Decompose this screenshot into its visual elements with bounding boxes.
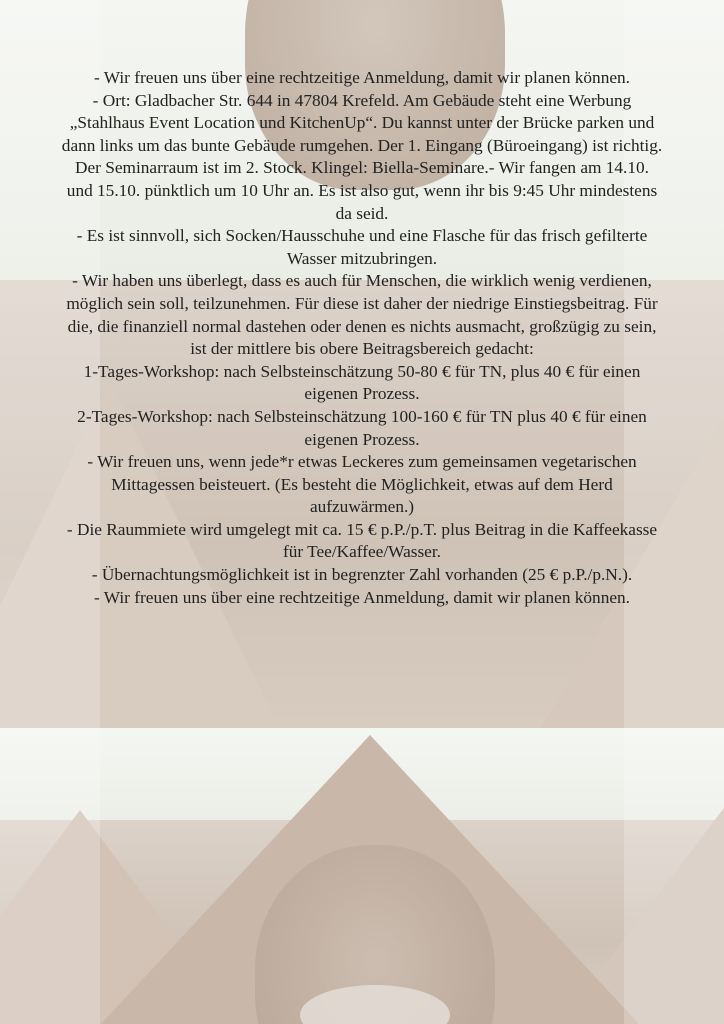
paragraph-accommodation: - Übernachtungsmöglichkeit ist in begrenzter Zahl vorhanden (25 € p.P./p.N.). xyxy=(91,565,633,585)
paragraph-one-day-workshop: 1-Tages-Workshop: nach Selbsteinschätzung 50-80 € für TN, plus 40 € für einen eigenen Prozess. xyxy=(83,361,641,404)
paragraph-lunch: - Wir freuen uns, wenn jede*r etwas Leckeres zum gemeinsamen vegetarischen Mittagessen beisteuert. (Es besteht die Möglichkeit, etwas auf dem Herd aufzuwärmen.) xyxy=(87,452,637,517)
paragraph-pricing-intro: - Wir haben uns überlegt, dass es auch für Menschen, die wirklich wenig verdienen, möglich sein soll, teilzunehmen. Für diese ist daher der niedrige Einstiegsbeitrag. Für die, die finanziell normal dastehen oder denen es nichts ausmacht, großzügig zu sein, ist der mittlere bis obere Beitragsbereich gedacht: xyxy=(66,271,658,359)
info-text-block xyxy=(60,67,664,609)
paragraph-registration-repeat: - Wir freuen uns über eine rechtzeitige Anmeldung, damit wir planen können. xyxy=(94,587,630,607)
paragraph-bring-items: - Es ist sinnvoll, sich Socken/Hausschuhe und eine Flasche für das frisch gefilterte Wasser mitzubringen. xyxy=(76,226,648,268)
paragraph-registration: - Wir freuen uns über eine rechtzeitige Anmeldung, damit wir planen können. xyxy=(94,68,630,87)
paragraph-two-day-workshop: 2-Tages-Workshop: nach Selbsteinschätzung 100-160 € für TN plus 40 € für einen eigenen Prozess. xyxy=(77,406,647,449)
paragraph-location-time: - Ort: Gladbacher Str. 644 in 47804 Krefeld. Am Gebäude steht eine Werbung „Stahlhaus Event Location und KitchenUp“. Du kannst unter der Brücke parken und dann links um das bunte Gebäude rumgehen. Der 1. Eingang (Büroeingang) ist richtig. Der Seminarraum ist im 2. Stock. Klingel: Biella-Seminare.- Wir fangen am 14.10. und 15.10. pünktlich um 10 Uhr an. Es ist also gut, wenn ihr bis 9:45 Uhr mindestens da seid. xyxy=(61,90,663,223)
paragraph-room-rent: - Die Raummiete wird umgelegt mit ca. 15 € p.P./p.T. plus Beitrag in die Kaffeekasse für Tee/Kaffee/Wasser. xyxy=(66,519,658,562)
